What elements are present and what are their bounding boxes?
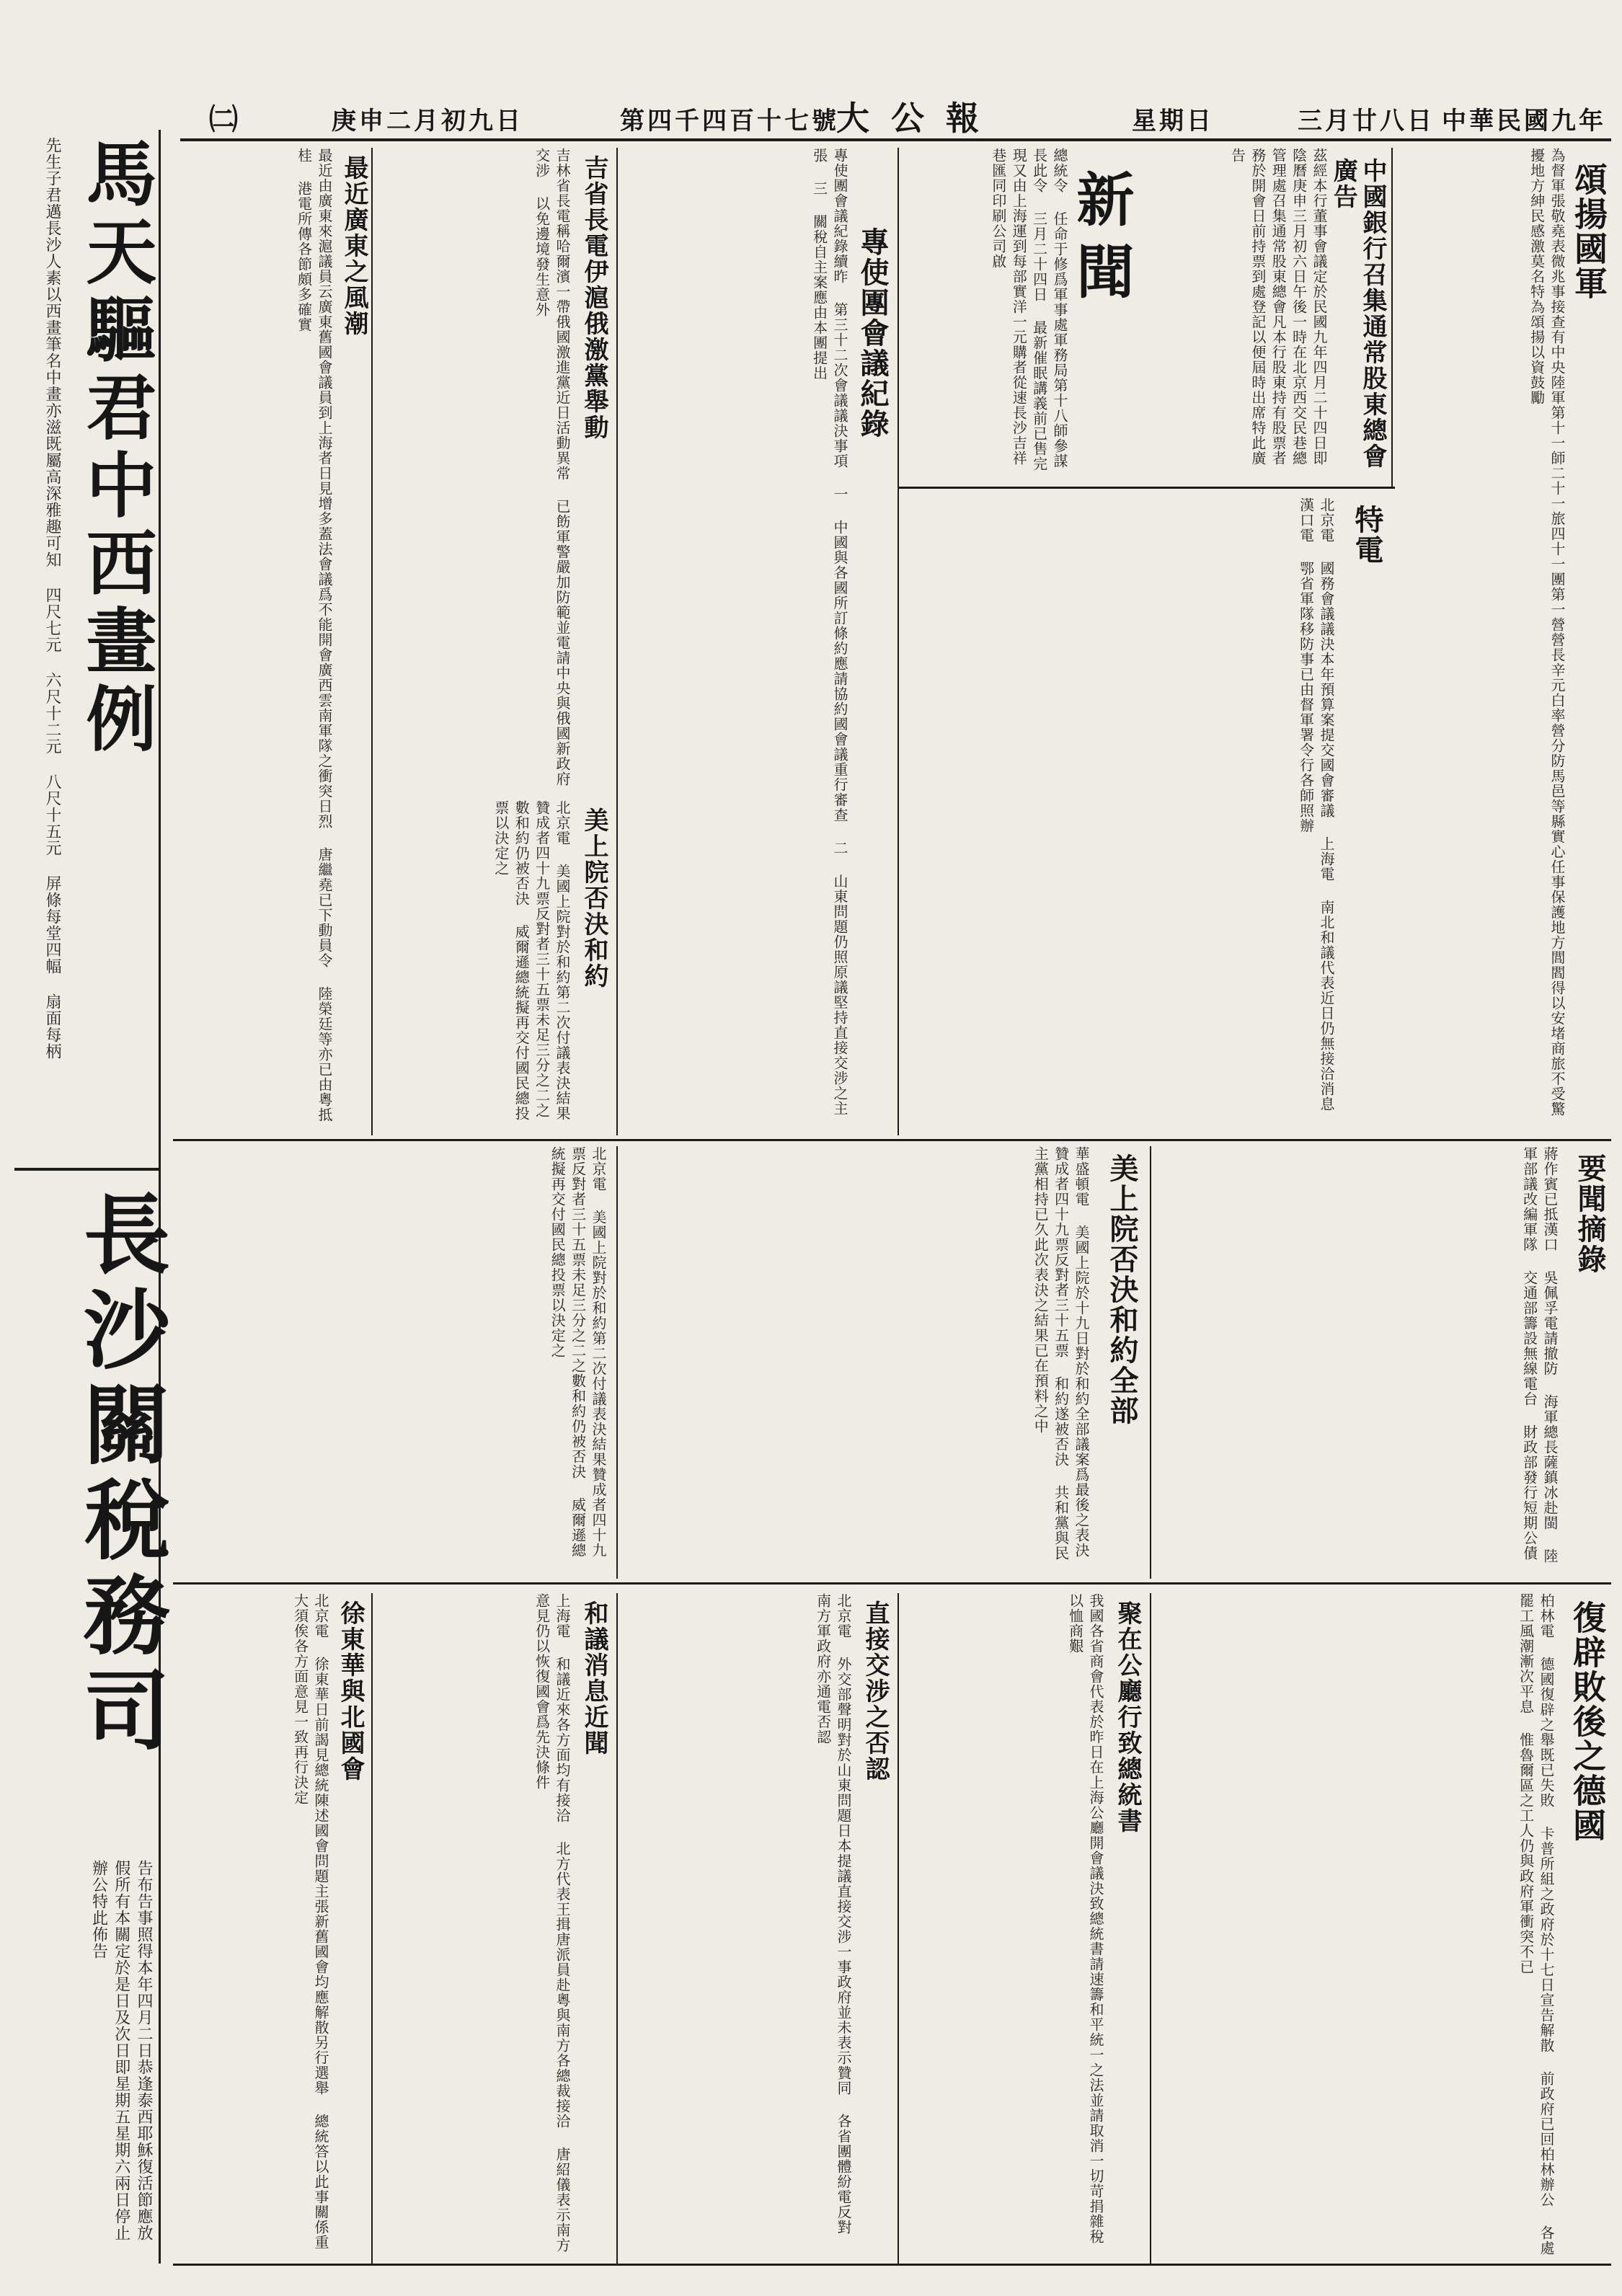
bank-ad-body: 茲經本行董事會議定於民國九年四月二十四日即陰曆庚申三月初六日午後一時在北京西交民巷總管理處召集通常股東總會凡本行股東持有股票者務於開會日前持票到處登記以便屆時出席特此廣告	[1228, 148, 1328, 466]
masthead-rule	[180, 138, 1611, 141]
news-headline: 新聞	[1067, 169, 1135, 314]
row3-divider-b	[898, 1593, 899, 2264]
parliament-headline: 專使團會議紀錄	[856, 227, 890, 439]
customs-ad-title: 長沙關稅務司	[69, 1189, 171, 1760]
praise-army-section	[1395, 148, 1611, 1135]
painter-ad-title: 馬天驅君中西畫例	[74, 137, 157, 760]
us-senate-2-body: 華盛頓電 美國上院於十九日對於和約全部議案爲最後之表決贊成者四十九票反對者三十五票 和約遂被否決 共和黨與民主黨相持已久此次表決之結果已在預料之中	[1032, 1146, 1090, 1561]
customs-ad	[7, 1175, 171, 2264]
news-section	[901, 148, 1150, 487]
us-senate-section	[375, 800, 613, 1135]
chamber-body: 我國各省商會代表於昨日在上海公廳開會議決致總統書請速籌和平統一之法並請取消一切苛捐雜稅以恤商艱	[1066, 1593, 1104, 2244]
special-body: 北京電 國務會議議決本年預算案提交國會審議 上海電 南北和議代表近日仍無接洽消息 漢口電 鄂省軍隊移防事已由督軍署令行各師照辦	[1297, 497, 1335, 1112]
us-senate-2-section	[620, 1146, 1146, 1579]
short-news-body: 蔣作賓已抵漢口 吳佩孚電請撤防 海軍總長薩鎮冰赴閩 陸軍部議改編軍隊 交通部籌設無線電台 財政部發行短期公債	[1520, 1146, 1559, 1564]
praise-army-body: 為督軍張敬堯表微兆事接查有中央陸軍第十一師二十一旅四十一團第一營營長辛元白率營分防馬邑等縣實心任事保護地方閭閻得以安堵商旅不受驚擾地方紳民感激莫名特為頌揚以資鼓勵	[1528, 148, 1566, 1117]
painter-ad	[7, 137, 159, 1161]
guangdong-body: 最近由廣東來滬議員云廣東舊國會議員到上海者日見增多蓋法會議爲不能開會廣西雲南軍隊之衝突日烈 唐繼堯已下動員令 陸榮廷等亦已由粵抵桂 港電所傳各節頗多確實	[295, 148, 333, 1122]
row2-divider-b	[616, 1146, 618, 1579]
short-news-section	[1153, 1146, 1611, 1579]
parliament-section	[620, 148, 894, 1135]
masthead-weekday: 星期日	[1132, 107, 1214, 136]
guangdong-divider	[371, 148, 373, 1135]
german-section	[1153, 1593, 1611, 2264]
chamber-headline: 聚在公廳行致總統書	[1113, 1600, 1142, 1834]
short-news-headline: 要聞摘錄	[1573, 1153, 1607, 1275]
praise-army-divider	[1391, 148, 1393, 487]
us-senate-headline: 美上院否決和約	[580, 807, 608, 989]
peace-body: 上海電 和議近來各方面均有接洽 北方代表王揖唐派員赴粵與南方各總裁接洽 唐紹儀表示南方意見仍以恢復國會爲先決條件	[533, 1593, 571, 2253]
direct-section	[620, 1593, 894, 2264]
masthead-paper-name: 大公報	[836, 99, 1001, 138]
row3-divider-c	[616, 1593, 618, 2264]
us-senate-body: 北京電 美國上院對於和約第二次付議表決結果贊成者四十九票反對者三十五票未足三分之二之數和約仍被否決 威爾遜總統擬再交付國民總投票以決定之	[492, 800, 571, 1121]
shanghai-headline: 吉省長電伊滬俄激黨舉動	[580, 155, 608, 440]
masthead-date-month: 三月廿八日	[1298, 107, 1435, 136]
peace-headline: 和議消息近聞	[580, 1600, 608, 1756]
xu-headline: 徐東華與北國會	[336, 1600, 365, 1782]
chamber-section	[901, 1593, 1146, 2264]
masthead-page: ㈡	[209, 102, 241, 136]
page-bottom-rule	[173, 2264, 1611, 2266]
ad-divider	[14, 1168, 159, 1171]
xu-body: 北京電 徐東華日前謁見總統陳述國會問題主張新舊國會均應解散另行選舉 總統答以此事關係重大須俟各方面意見一致再行決定	[291, 1593, 329, 2250]
parliament-body: 專使團會議紀錄續昨 第三十二次會議議決事項 一 中國與各國所訂條約應請協約國會議重行審查 二 山東問題仍照原議堅持直接交涉之主張 三 關稅自主案應由本團提出	[810, 148, 848, 1116]
masthead-date-republic: 中華民國九年	[1442, 107, 1606, 136]
row2-bottom-rule	[173, 1582, 1611, 1584]
direct-body: 北京電 外交部聲明對於山東問題日本提議直接交涉一事政府並未表示贊同 各省團體紛電反對 南方軍政府亦通電否認	[814, 1593, 852, 2235]
german-body: 柏林電 德國復辟之舉既已失敗 卡普所組之政府於十七日宣告解散 前政府已回柏林辦公 各處罷工風潮漸次平息 惟魯爾區之工人仍與政府軍衝突不已	[1517, 1593, 1555, 2256]
row1-bottom-rule	[173, 1139, 1611, 1141]
guangdong-section	[173, 148, 371, 1135]
painter-ad-body: 先生子君邁長沙人素以西畫筆名中畫亦滋既屬高深雅趣可知 四尺七元 六尺十二元 八尺十五元 屏條每堂四幅 扇面每柄	[43, 137, 61, 1060]
special-section	[901, 497, 1391, 1132]
shanghai-section	[375, 148, 613, 797]
xu-section	[173, 1593, 368, 2264]
direct-headline: 直接交涉之否認	[861, 1600, 890, 1782]
bank-ad-section	[1153, 148, 1391, 487]
praise-army-headline: 頌揚國軍	[1569, 162, 1608, 301]
peace-section	[375, 1593, 613, 2264]
us-senate-2-headline: 美上院否決和約全部	[1105, 1153, 1139, 1426]
row3-divider-a	[1150, 1593, 1151, 2264]
special-headline: 特電	[1350, 505, 1384, 565]
shanghai-body: 吉林省長電稱哈爾濱一帶俄國激進黨近日活動異常 已飭軍警嚴加防範並電請中央與俄國新政府交涉 以免邊境發生意外	[533, 148, 571, 786]
news-body: 總統令 任命于修爲軍事處軍務局第十八師參謀長此令 三月二十四日 最新催眠講義前已售完現又由上海運到每部實洋一元購者從速長沙吉祥巷匯同印刷公司啟	[989, 148, 1068, 471]
masthead-issue: 第四千四百十七號	[620, 107, 839, 136]
row2-divider-a	[1150, 1146, 1151, 1579]
masthead	[187, 92, 1611, 136]
peace-row2-section	[173, 1146, 613, 1579]
parliament-divider	[616, 148, 618, 1135]
customs-ad-body: 告布告事照得本年四月二日恭逢泰西耶穌復活節應放假所有本關定於是日及次日即星期五星期六兩日停止辦公特此佈告	[89, 1860, 153, 2241]
bank-ad-bottom	[898, 487, 1395, 489]
masthead-date-lunar: 庚申二月初九日	[332, 107, 523, 136]
guangdong-headline: 最近廣東之風潮	[340, 155, 368, 337]
news-divider	[898, 148, 899, 1135]
german-headline: 復辟敗後之德國	[1568, 1600, 1607, 1843]
bank-ad-headline: 中國銀行召集通常股東總會廣告	[1329, 158, 1387, 469]
row3-divider-d	[371, 1593, 373, 2264]
peace-row2-body: 北京電 美國上院對於和約第二次付議表決結果贊成者四十九票反對者三十五票未足三分之二之數和約仍被否決 威爾遜總統擬再交付國民總投票以決定之	[549, 1146, 607, 1558]
